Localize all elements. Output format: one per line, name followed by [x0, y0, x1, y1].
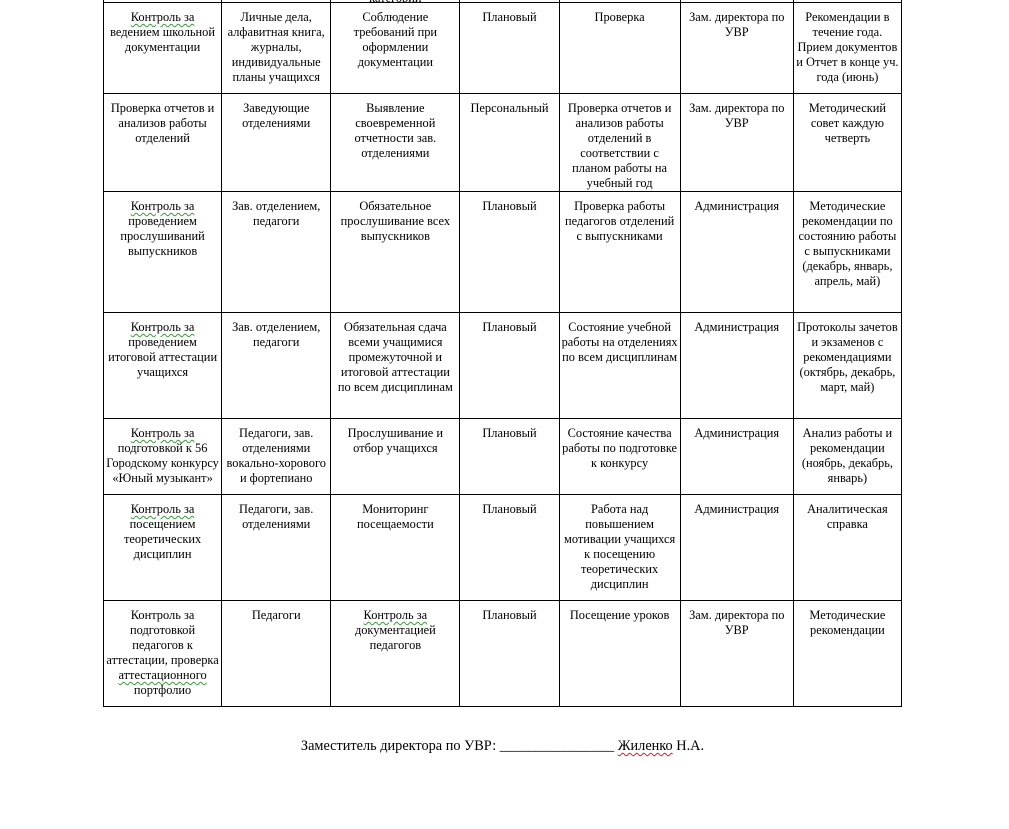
table-cell-method: Проверка — [559, 3, 680, 94]
table-cell-result: Аналитическая справка — [793, 495, 901, 601]
table-row — [104, 94, 902, 192]
table-cell-object: Зав. отделением, педагоги — [222, 192, 331, 313]
table-cell-type: Плановый — [460, 3, 559, 94]
table-cell-method: Проверка работы педагогов отделений с выпускниками — [559, 192, 680, 313]
table-cell-object: Личные дела, алфавитная книга, журналы, индивидуальные планы учащихся — [222, 3, 331, 94]
spell-underlined-text: Контроль за — [130, 502, 195, 516]
table-cell-result: Протоколы зачетов и экзаменов с рекомендациями (октябрь, декабрь, март, май) — [793, 313, 901, 419]
table-cell-type: Плановый — [460, 313, 559, 419]
table-cell-type: Плановый — [460, 495, 559, 601]
table-cell-result: Методические рекомендации по состоянию работы с выпускниками (декабрь, январь, апрель, май) — [793, 192, 901, 313]
table-cell-method: Проверка отчетов и анализов работы отделений в соответствии с планом работы на учебный год — [559, 94, 680, 192]
table-cell-object: Педагоги, зав. отделениями вокально-хорового и фортепиано — [222, 419, 331, 495]
table-cell-goal: Прослушивание и отбор учащихся — [331, 419, 460, 495]
table-cell-type: Плановый — [460, 601, 559, 707]
spell-underlined-text: Контроль за — [363, 608, 428, 622]
table-row — [104, 3, 902, 94]
table-cell-result: Методический совет каждую четверть — [793, 94, 901, 192]
spell-underlined-text: Контроль за — [130, 426, 195, 440]
table-cell-subject: Контроль за ведением школьной документации — [104, 3, 222, 94]
table-cell-responsible: Зам. директора по УВР — [680, 94, 793, 192]
signature-line — [0, 738, 1005, 755]
table-cell-type: Плановый — [460, 192, 559, 313]
table-cell-method: Работа над повышением мотивации учащихся к посещению теоретических дисциплин — [559, 495, 680, 601]
table-cell-type: Плановый — [460, 419, 559, 495]
table-row — [104, 419, 902, 495]
table-cell-object: Педагоги — [222, 601, 331, 707]
table-cell-object: Заведующие отделениями — [222, 94, 331, 192]
table-cell-goal: Мониторинг посещаемости — [331, 495, 460, 601]
table-cell-subject: Контроль за проведением итоговой аттестации учащихся — [104, 313, 222, 419]
signature-label: Заместитель директора по УВР: — [300, 738, 497, 754]
control-plan-table — [103, 0, 902, 707]
signature-surname: Жиленко — [617, 738, 673, 754]
table-cell-method: Состояние учебной работы на отделениях по всем дисциплинам — [559, 313, 680, 419]
table-cell-subject: Контроль за посещением теоретических дисциплин — [104, 495, 222, 601]
table-cell-responsible: Зам. директора по УВР — [680, 601, 793, 707]
table-row — [104, 601, 902, 707]
table-cell-object: Зав. отделением, педагоги — [222, 313, 331, 419]
table-row — [104, 495, 902, 601]
table-cell-responsible: Администрация — [680, 313, 793, 419]
table-cell-subject: Контроль за проведением прослушиваний выпускников — [104, 192, 222, 313]
table-cell-responsible: Администрация — [680, 192, 793, 313]
table-cell-method: Состояние качества работы по подготовке к конкурсу — [559, 419, 680, 495]
table-cell-subject: Контроль за подготовкой педагогов к аттестации, проверка аттестационного портфолио — [104, 601, 222, 707]
signature-blank: ________________ — [499, 738, 615, 754]
table-cell-type: Персональный — [460, 94, 559, 192]
spell-underlined-text: Контроль за — [130, 320, 195, 334]
table-cell-goal: Контроль за документацией педагогов — [331, 601, 460, 707]
spell-underlined-text: аттестационного — [118, 668, 207, 682]
spell-underlined-text: Контроль за — [130, 10, 195, 24]
table-row — [104, 313, 902, 419]
table-cell-object: Педагоги, зав. отделениями — [222, 495, 331, 601]
table-cell-result: Анализ работы и рекомендации (ноябрь, декабрь, январь) — [793, 419, 901, 495]
table-cell-subject: Контроль за подготовкой к 56 Городскому конкурсу «Юный музыкант» — [104, 419, 222, 495]
table-cell-result: Рекомендации в течение года. Прием документов и Отчет в конце уч. года (июнь) — [793, 3, 901, 94]
table-cell-responsible: Администрация — [680, 419, 793, 495]
table-cell-goal: Выявление своевременной отчетности зав. отделениями — [331, 94, 460, 192]
table-cell-goal: Обязательная сдача всеми учащимися промежуточной и итоговой аттестации по всем дисциплинам — [331, 313, 460, 419]
spell-underlined-text: Контроль за — [130, 199, 195, 213]
table-cell-responsible: Администрация — [680, 495, 793, 601]
table-row — [104, 192, 902, 313]
table-cell-responsible: Зам. директора по УВР — [680, 3, 793, 94]
table-cell-subject: Проверка отчетов и анализов работы отделений — [104, 94, 222, 192]
table-cell-goal: Соблюдение требований при оформлении документации — [331, 3, 460, 94]
signature-initials: Н.А. — [676, 738, 705, 754]
table-cell-method: Посещение уроков — [559, 601, 680, 707]
table-cell-goal: Обязательное прослушивание всех выпускников — [331, 192, 460, 313]
table-cell-result: Методические рекомендации — [793, 601, 901, 707]
